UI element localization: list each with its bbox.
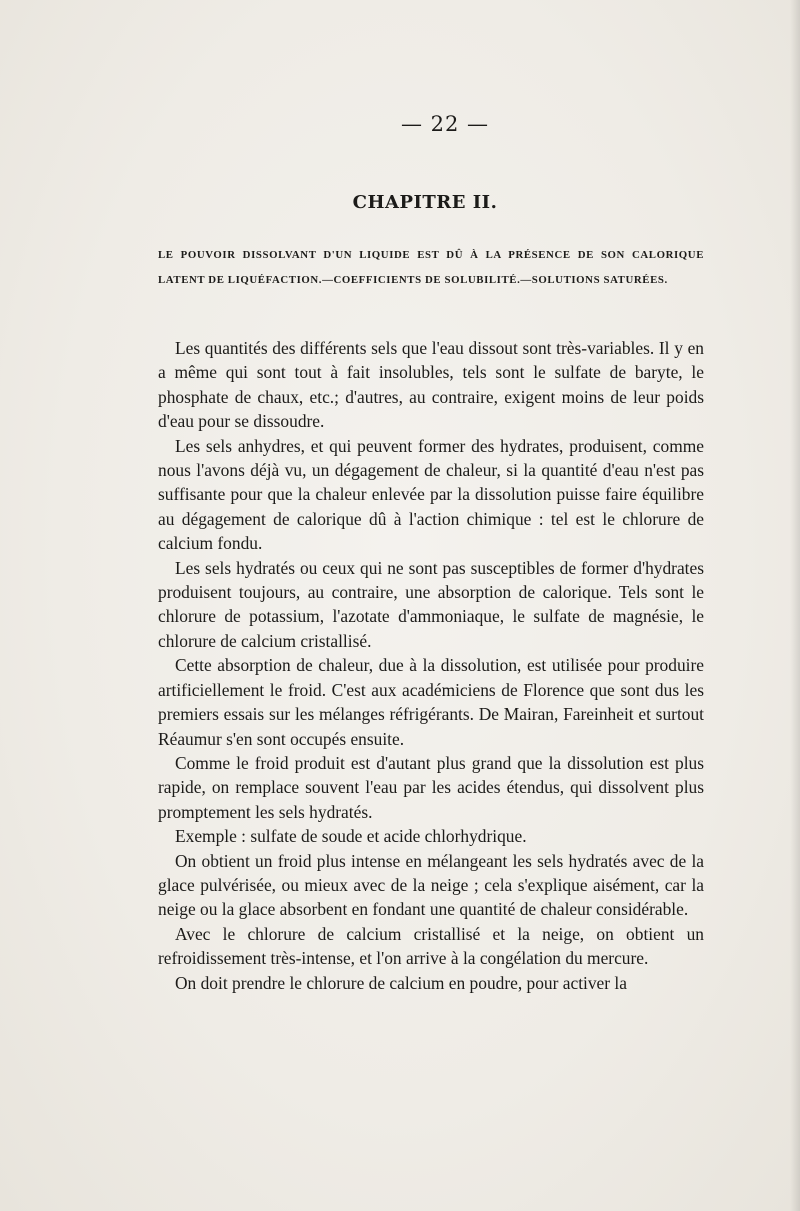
paragraph: Les sels anhydres, et qui peuvent former des hydrates, produisent, comme nous l'avons déjà vu, un dégagement de chaleur, si la quantité d'eau n'est pas suffisante pour que la chaleur enlevée par la dissolution puisse faire équilibre au dégagement de calorique dû à l'action chimique : tel est le chlorure de calcium fondu. (158, 435, 704, 554)
body-text (158, 336, 704, 995)
chapter-title: CHAPITRE II. (352, 192, 498, 213)
page-number: — 22 — (400, 112, 490, 136)
paragraph: Cette absorption de chaleur, due à la dissolution, est utilisée pour produire artificiellement le froid. C'est aux académiciens de Florence que sont dus les premiers essais sur les mélanges réfrigérants. De Mairan, Fareinheit et surtout Réaumur s'en sont occupés ensuite. (158, 655, 704, 749)
chapter-summary: LE POUVOIR DISSOLVANT D'UN LIQUIDE EST DÛ À LA PRÉSENCE DE SON CALORIQUE LATENT DE LIQUÉFACTION.—COEFFICIENTS DE SOLUBILITÉ.—SOLUTIONS SATURÉES. (158, 249, 704, 286)
paragraph: Exemple : sulfate de soude et acide chlorhydrique. (175, 826, 527, 847)
paragraph: Les quantités des différents sels que l'eau dissout sont très-variables. Il y en a même qui sont tout à fait insolubles, tels sont le sulfate de baryte, le phosphate de chaux, etc.; d'autres, au contraire, exigent moins de leur poids d'eau pour se dissoudre. (158, 338, 704, 432)
page-edge-shadow (790, 0, 800, 1211)
paragraph: Comme le froid produit est d'autant plus grand que la dissolution est plus rapide, on remplace souvent l'eau par les acides étendus, qui dissolvent plus promptement les sels hydratés. (158, 752, 704, 822)
paragraph: Les sels hydratés ou ceux qui ne sont pas susceptibles de former d'hydrates produisent toujours, au contraire, une absorption de calorique. Tels sont le chlorure de potassium, l'azotate d'ammoniaque, le sulfate de magnésie, le chlorure de calcium cristallisé. (158, 557, 704, 651)
paragraph: On doit prendre le chlorure de calcium en poudre, pour activer la (175, 972, 627, 993)
paragraph: Avec le chlorure de calcium cristallisé et la neige, on obtient un refroidissement très-intense, et l'on arrive à la congélation du mercure. (158, 923, 704, 969)
paragraph: On obtient un froid plus intense en mélangeant les sels hydratés avec de la glace pulvérisée, ou mieux avec de la neige ; cela s'explique aisément, car la neige ou la glace absorbent en fondant une quantité de chaleur considérable. (158, 850, 704, 920)
